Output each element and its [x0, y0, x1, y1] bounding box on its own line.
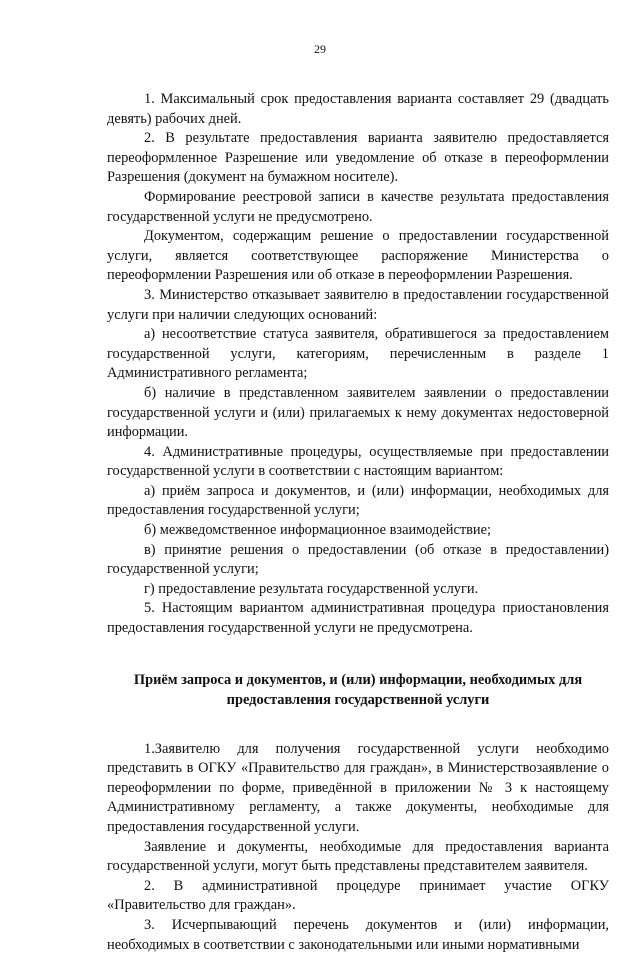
page-number: 29	[314, 42, 326, 56]
paragraph: Документом, содержащим решение о предоставлении государственной услуги, является соответствующее распоряжение Министерства о переоформлении Разрешения или об отказе в переоформлении Разрешения.	[107, 228, 609, 284]
list-item: б) наличие в представленном заявителем заявлении о предоставлении государственной услуги и (или) прилагаемых к нему документах недостоверной информации.	[107, 384, 609, 441]
list-item: г) предоставление результата государственной услуги.	[144, 580, 479, 597]
paragraph: 1. Максимальный срок предоставления варианта составляет 29 (двадцать девять) рабочих дней.	[107, 91, 609, 127]
paragraph: Формирование реестровой записи в качестве результата предоставления государственной услуги не предусмотрено.	[107, 188, 609, 225]
paragraph: 2. В результате предоставления варианта заявителю предоставляется переоформленное Разрешение или уведомление об отказе в переоформлении Разрешения (документ на бумажном носителе).	[107, 130, 609, 186]
paragraph: 5. Настоящим вариантом административная процедура приостановления предоставления государственной услуги не предусмотрена.	[107, 600, 609, 637]
paragraph: 4. Административные процедуры, осуществляемые при предоставлении государственной услуги в соответствии с настоящим вариантом:	[107, 443, 609, 480]
paragraph: 1.Заявителю для получения государственной услуги необходимо представить в ОГКУ «Правительство для граждан», в Министерствозаявление о переоформлении по форме, приведённой в приложении № 3 к настоящему Административному регламенту, а также документы, необходимые для предоставления государственной услуги.	[107, 740, 609, 835]
section-heading: Приём запроса и документов, и (или) информации, необходимых для предоставления государственной услуги	[133, 671, 583, 708]
paragraph: 3. Исчерпывающий перечень документов и (или) информации, необходимых в соответствии с законодательными или иными нормативными	[107, 916, 609, 953]
paragraph: 3. Министерство отказывает заявителю в предоставлении государственной услуги при наличии следующих оснований:	[107, 286, 609, 323]
list-item: б) межведомственное информационное взаимодействие;	[144, 522, 492, 539]
paragraph: Заявление и документы, необходимые для предоставления варианта государственной услуги, могут быть представлены представителем заявителя.	[107, 838, 609, 875]
paragraph: 2. В административной процедуре принимает участие ОГКУ «Правительство для граждан».	[107, 877, 609, 914]
document-body	[107, 90, 609, 955]
list-item: а) приём запроса и документов, и (или) информации, необходимых для предоставления государственной услуги;	[107, 482, 609, 519]
list-item: в) принятие решения о предоставлении (об отказе в предоставлении) государственной услуги;	[107, 541, 609, 578]
list-item: а) несоответствие статуса заявителя, обратившегося за предоставлением государственной услуги, категориям, перечисленным в разделе 1 Административного регламента;	[107, 326, 609, 382]
